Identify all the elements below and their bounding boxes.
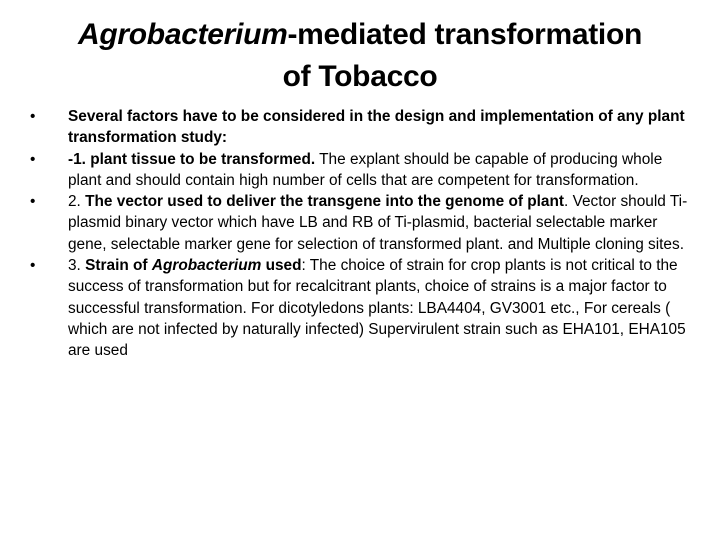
slide-title: [40, 14, 680, 98]
bullet-4-number: 3.: [68, 257, 86, 275]
bullet-2-text: The explant should be capable of producing whole plant and should contain high number of cells that are competent for transformation.: [68, 150, 663, 189]
bullet-2-heading: -1. plant tissue to be transformed.: [68, 150, 316, 168]
bullet-4-heading-organism: Agrobacterium: [151, 257, 262, 275]
bullet-dot: •: [30, 150, 36, 168]
bullet-3-heading: The vector used to deliver the transgene into the genome of plant: [85, 193, 565, 211]
title-italic-organism: Agrobacterium: [78, 18, 288, 51]
title-line-2: of Tobacco: [282, 60, 438, 93]
bullet-item-2: [28, 149, 688, 192]
bullet-dot: •: [30, 257, 36, 275]
bullet-3-number: 2.: [68, 193, 86, 211]
bullet-4-heading-b: used: [261, 257, 302, 275]
title-line-1: [40, 14, 680, 56]
bullet-4-heading-a: Strain of: [85, 257, 152, 275]
title-rest: -mediated transformation: [287, 18, 642, 51]
bullet-item-4: [28, 255, 688, 361]
bullet-dot: •: [30, 108, 36, 125]
bullet-1-text: Several factors have to be considered in the design and implementation of any plant transformation study:: [68, 108, 685, 147]
bullet-list: [28, 106, 688, 362]
bullet-4-text: : The choice of strain for crop plants is not critical to the success of transformation but for recalcitrant plants, choice of strains is a major factor to successful transformation. For dicotyledons plants: LBA4404, GV3001 etc., For cereals ( which are not infected by naturally infected) Supervirulent strain such as EHA101, EHA105 are used: [68, 257, 686, 360]
bullet-item-3: [28, 191, 688, 255]
bullet-item-1: [28, 106, 688, 149]
bullet-3-text: . Vector should Ti-plasmid binary vector which have LB and RB of Ti-plasmid, bacterial selectable marker gene, selectable marker gene for selection of transformed plant. and Multiple cloning sites.: [68, 193, 688, 253]
bullet-dot: •: [30, 193, 36, 211]
